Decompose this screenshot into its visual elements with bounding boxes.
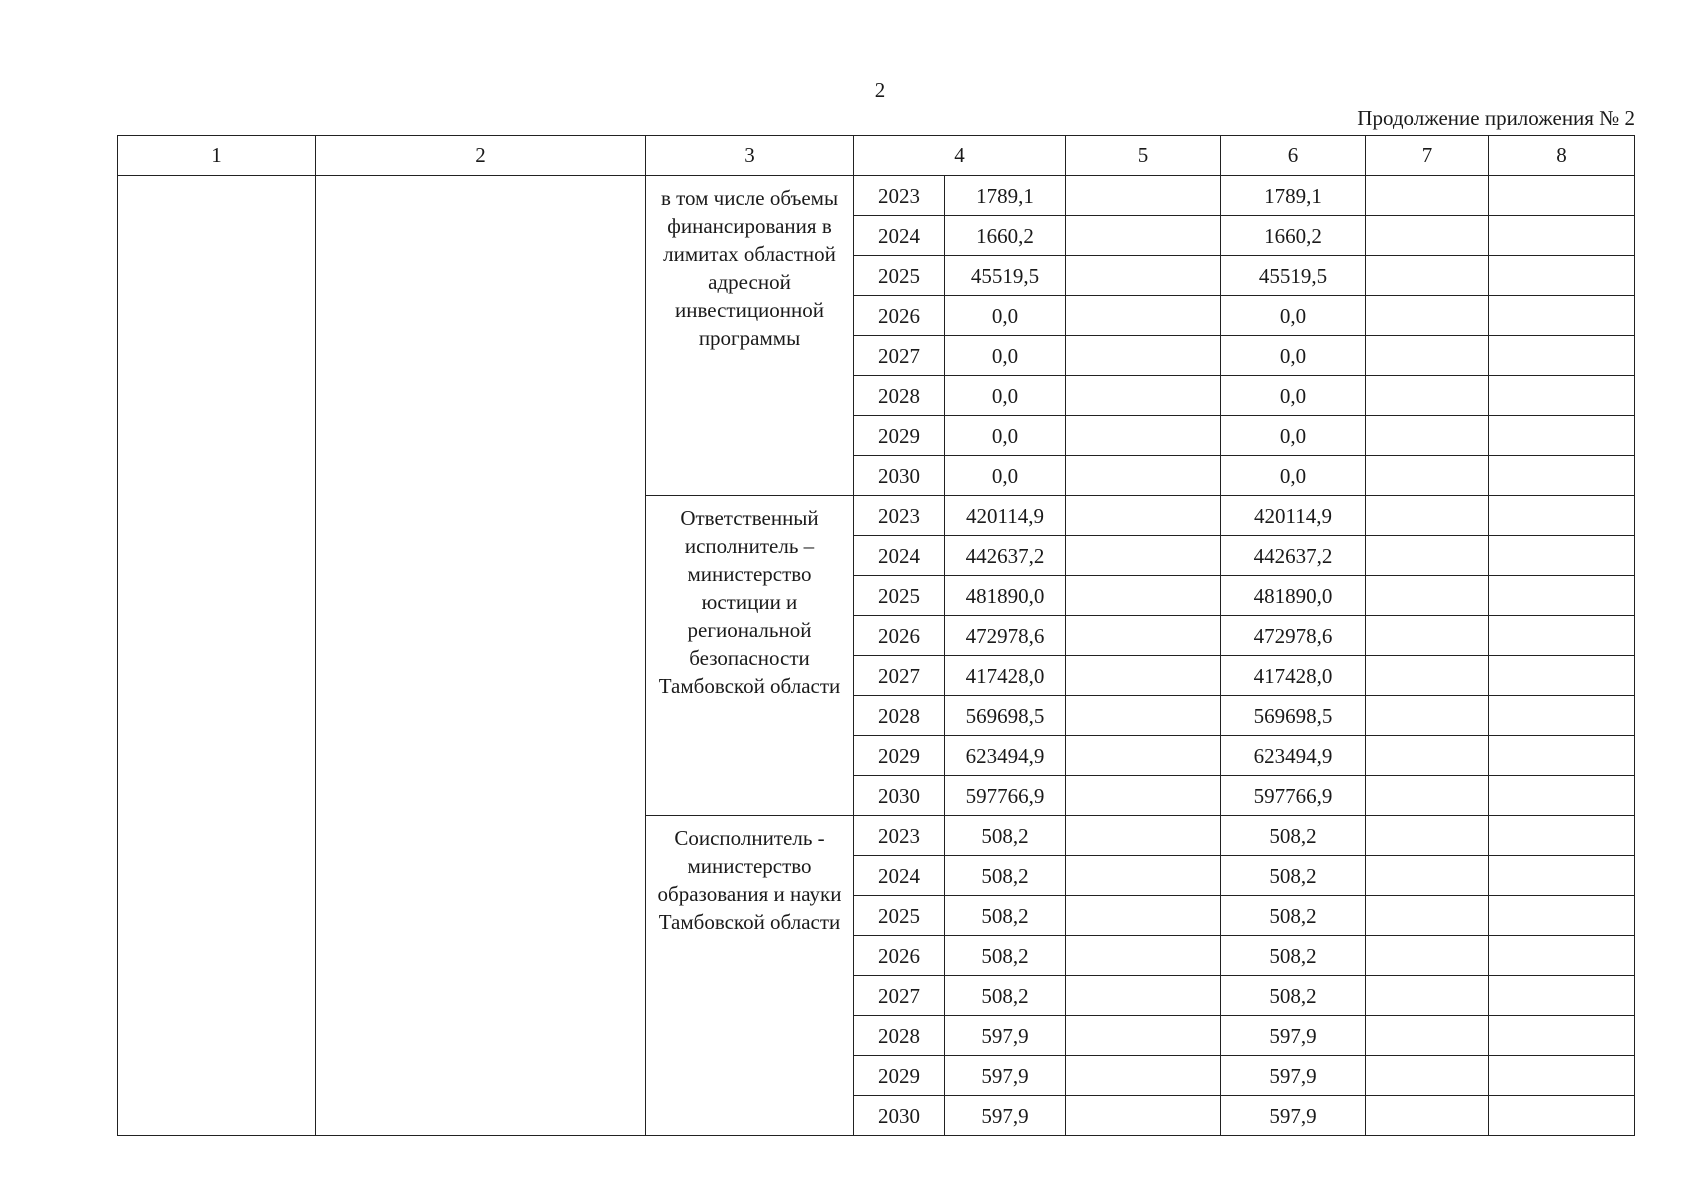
col-5-cell: [1066, 856, 1221, 896]
header-col-6: 6: [1221, 136, 1366, 176]
col-5-cell: [1066, 376, 1221, 416]
col-5-cell: [1066, 776, 1221, 816]
col-8-cell: [1489, 376, 1635, 416]
year-cell: 2028: [854, 696, 945, 736]
col-6-value: 597,9: [1221, 1016, 1366, 1056]
col-4-value: 417428,0: [945, 656, 1066, 696]
col-6-value: 420114,9: [1221, 496, 1366, 536]
year-cell: 2026: [854, 296, 945, 336]
col-6-value: 1660,2: [1221, 216, 1366, 256]
header-row: [118, 136, 1635, 176]
col-8-cell: [1489, 256, 1635, 296]
col-8-cell: [1489, 1056, 1635, 1096]
col-5-cell: [1066, 736, 1221, 776]
col-7-cell: [1366, 1016, 1489, 1056]
year-cell: 2025: [854, 896, 945, 936]
col-6-value: 442637,2: [1221, 536, 1366, 576]
col-4-value: 623494,9: [945, 736, 1066, 776]
col-7-cell: [1366, 776, 1489, 816]
col-5-cell: [1066, 216, 1221, 256]
continuation-label: Продолжение приложения № 2: [1357, 106, 1635, 130]
col-5-cell: [1066, 416, 1221, 456]
col-4-value: 597,9: [945, 1016, 1066, 1056]
col-8-cell: [1489, 176, 1635, 216]
col-8-cell: [1489, 296, 1635, 336]
table-row: [118, 176, 1635, 216]
col-7-cell: [1366, 256, 1489, 296]
col-5-cell: [1066, 1016, 1221, 1056]
col-6-value: 508,2: [1221, 856, 1366, 896]
col-4-value: 442637,2: [945, 536, 1066, 576]
col-5-cell: [1066, 1096, 1221, 1136]
header-col-7: 7: [1366, 136, 1489, 176]
col-5-cell: [1066, 936, 1221, 976]
header-col-8: 8: [1489, 136, 1635, 176]
col-6-value: 0,0: [1221, 376, 1366, 416]
col-8-cell: [1489, 1096, 1635, 1136]
col-2-cell: [316, 176, 646, 1136]
col-6-value: 1789,1: [1221, 176, 1366, 216]
col-5-cell: [1066, 176, 1221, 216]
col-5-cell: [1066, 616, 1221, 656]
year-cell: 2030: [854, 776, 945, 816]
col-5-cell: [1066, 456, 1221, 496]
year-cell: 2028: [854, 376, 945, 416]
col-8-cell: [1489, 656, 1635, 696]
col-7-cell: [1366, 816, 1489, 856]
col-6-value: 0,0: [1221, 336, 1366, 376]
col-5-cell: [1066, 256, 1221, 296]
col-5-cell: [1066, 696, 1221, 736]
col-8-cell: [1489, 736, 1635, 776]
year-cell: 2025: [854, 576, 945, 616]
col-6-value: 508,2: [1221, 896, 1366, 936]
year-cell: 2030: [854, 456, 945, 496]
col-4-value: 508,2: [945, 896, 1066, 936]
col-6-value: 45519,5: [1221, 256, 1366, 296]
col-4-value: 508,2: [945, 976, 1066, 1016]
col-4-value: 0,0: [945, 416, 1066, 456]
col-6-value: 0,0: [1221, 296, 1366, 336]
year-cell: 2026: [854, 936, 945, 976]
col-7-cell: [1366, 656, 1489, 696]
header-col-3: 3: [646, 136, 854, 176]
col-5-cell: [1066, 496, 1221, 536]
col-4-value: 597766,9: [945, 776, 1066, 816]
col-7-cell: [1366, 696, 1489, 736]
year-cell: 2029: [854, 736, 945, 776]
col-5-cell: [1066, 896, 1221, 936]
year-cell: 2027: [854, 656, 945, 696]
col-8-cell: [1489, 616, 1635, 656]
col-8-cell: [1489, 816, 1635, 856]
col-6-value: 417428,0: [1221, 656, 1366, 696]
col-7-cell: [1366, 616, 1489, 656]
col-4-value: 472978,6: [945, 616, 1066, 656]
col-7-cell: [1366, 736, 1489, 776]
col-4-value: 0,0: [945, 456, 1066, 496]
col-8-cell: [1489, 496, 1635, 536]
col-4-value: 508,2: [945, 936, 1066, 976]
col-6-value: 569698,5: [1221, 696, 1366, 736]
col-5-cell: [1066, 976, 1221, 1016]
col-6-value: 623494,9: [1221, 736, 1366, 776]
col-6-value: 472978,6: [1221, 616, 1366, 656]
col-4-value: 1660,2: [945, 216, 1066, 256]
col-4-value: 569698,5: [945, 696, 1066, 736]
col-4-value: 0,0: [945, 376, 1066, 416]
col-4-value: 508,2: [945, 816, 1066, 856]
year-cell: 2023: [854, 496, 945, 536]
table-body: [118, 176, 1635, 1136]
year-cell: 2029: [854, 1056, 945, 1096]
col-7-cell: [1366, 576, 1489, 616]
col-6-value: 597,9: [1221, 1096, 1366, 1136]
col-5-cell: [1066, 576, 1221, 616]
col-4-value: 508,2: [945, 856, 1066, 896]
col-7-cell: [1366, 936, 1489, 976]
col-5-cell: [1066, 336, 1221, 376]
col-7-cell: [1366, 1096, 1489, 1136]
col-8-cell: [1489, 336, 1635, 376]
year-cell: 2028: [854, 1016, 945, 1056]
col-5-cell: [1066, 296, 1221, 336]
col-6-value: 597,9: [1221, 1056, 1366, 1096]
year-cell: 2024: [854, 536, 945, 576]
col-7-cell: [1366, 376, 1489, 416]
col-4-value: 45519,5: [945, 256, 1066, 296]
group-label: Соисполнитель - министерство образования и науки Тамбовской области: [646, 816, 854, 1136]
col-7-cell: [1366, 296, 1489, 336]
header-col-1: 1: [118, 136, 316, 176]
year-cell: 2030: [854, 1096, 945, 1136]
header-col-5: 5: [1066, 136, 1221, 176]
year-cell: 2023: [854, 816, 945, 856]
financing-table: [117, 135, 1635, 1136]
col-7-cell: [1366, 896, 1489, 936]
year-cell: 2025: [854, 256, 945, 296]
col-5-cell: [1066, 536, 1221, 576]
col-8-cell: [1489, 536, 1635, 576]
col-6-value: 508,2: [1221, 976, 1366, 1016]
col-7-cell: [1366, 856, 1489, 896]
header-col-4: 4: [854, 136, 1066, 176]
col-8-cell: [1489, 976, 1635, 1016]
col-6-value: 481890,0: [1221, 576, 1366, 616]
year-cell: 2029: [854, 416, 945, 456]
page-number: 2: [874, 78, 886, 102]
col-7-cell: [1366, 496, 1489, 536]
col-8-cell: [1489, 856, 1635, 896]
group-label: в том числе объемы финансирования в лимитах областной адресной инвестиционной программы: [646, 176, 854, 496]
year-cell: 2024: [854, 216, 945, 256]
col-8-cell: [1489, 456, 1635, 496]
col-7-cell: [1366, 416, 1489, 456]
year-cell: 2027: [854, 976, 945, 1016]
group-label: Ответственный исполнитель – министерство юстиции и региональной безопасности Тамбовской области: [646, 496, 854, 816]
col-8-cell: [1489, 896, 1635, 936]
col-8-cell: [1489, 576, 1635, 616]
col-8-cell: [1489, 216, 1635, 256]
col-4-value: 0,0: [945, 296, 1066, 336]
col-5-cell: [1066, 656, 1221, 696]
col-6-value: 0,0: [1221, 456, 1366, 496]
year-cell: 2024: [854, 856, 945, 896]
col-8-cell: [1489, 416, 1635, 456]
col-4-value: 597,9: [945, 1096, 1066, 1136]
col-7-cell: [1366, 216, 1489, 256]
col-1-cell: [118, 176, 316, 1136]
col-8-cell: [1489, 1016, 1635, 1056]
col-4-value: 0,0: [945, 336, 1066, 376]
col-6-value: 0,0: [1221, 416, 1366, 456]
col-7-cell: [1366, 176, 1489, 216]
col-6-value: 508,2: [1221, 936, 1366, 976]
col-8-cell: [1489, 696, 1635, 736]
year-cell: 2026: [854, 616, 945, 656]
col-7-cell: [1366, 976, 1489, 1016]
col-5-cell: [1066, 816, 1221, 856]
col-7-cell: [1366, 456, 1489, 496]
col-4-value: 481890,0: [945, 576, 1066, 616]
col-7-cell: [1366, 336, 1489, 376]
year-cell: 2027: [854, 336, 945, 376]
col-8-cell: [1489, 776, 1635, 816]
col-7-cell: [1366, 1056, 1489, 1096]
header-col-2: 2: [316, 136, 646, 176]
col-6-value: 597766,9: [1221, 776, 1366, 816]
col-7-cell: [1366, 536, 1489, 576]
col-4-value: 597,9: [945, 1056, 1066, 1096]
col-4-value: 420114,9: [945, 496, 1066, 536]
col-8-cell: [1489, 936, 1635, 976]
col-4-value: 1789,1: [945, 176, 1066, 216]
col-5-cell: [1066, 1056, 1221, 1096]
col-6-value: 508,2: [1221, 816, 1366, 856]
year-cell: 2023: [854, 176, 945, 216]
